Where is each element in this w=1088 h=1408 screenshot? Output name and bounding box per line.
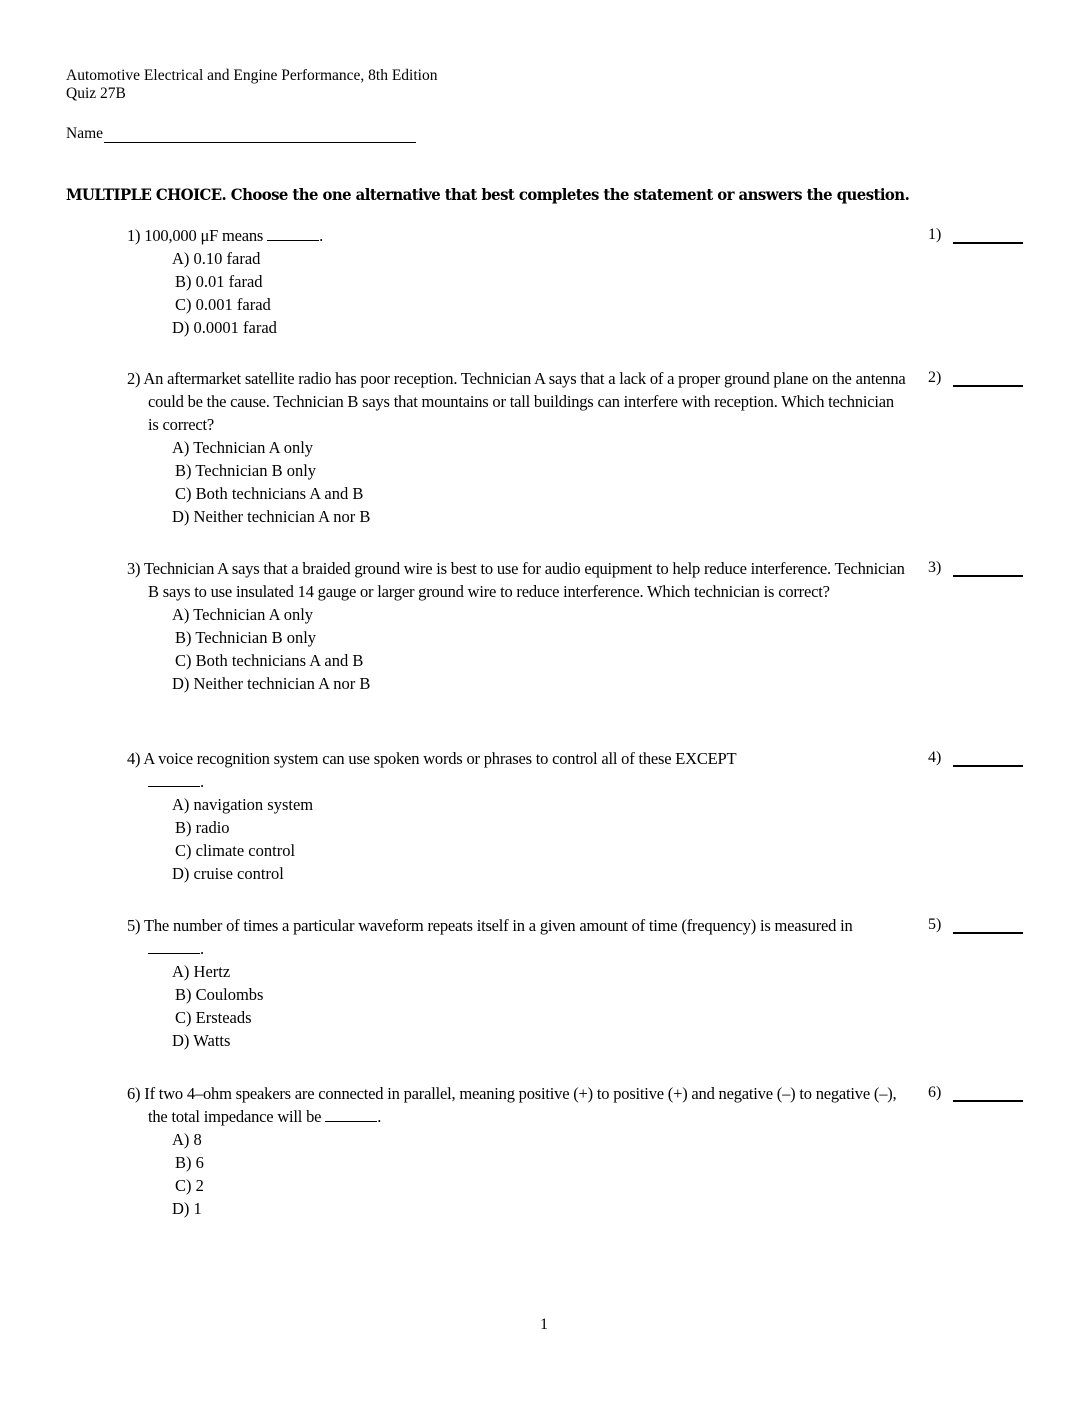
- options-list: [172, 793, 907, 885]
- answer-label: 5): [928, 916, 942, 933]
- answer-blank[interactable]: [953, 561, 1023, 577]
- question-stem: [127, 914, 907, 960]
- question-stem: [127, 747, 907, 793]
- options-list: [172, 436, 907, 528]
- answer-label: 2): [928, 369, 942, 386]
- option-b[interactable]: B) 0.01 farad: [175, 272, 263, 291]
- name-field-row: [66, 125, 416, 143]
- answer-blank[interactable]: [953, 751, 1023, 767]
- option-c[interactable]: C) climate control: [175, 841, 296, 860]
- option-a[interactable]: A) navigation system: [172, 795, 314, 814]
- option-d[interactable]: D) Neither technician A nor B: [172, 674, 371, 693]
- answer-blank[interactable]: [953, 1086, 1023, 1102]
- options-list: [172, 247, 907, 339]
- options-list: [172, 603, 907, 695]
- option-a[interactable]: A) Hertz: [172, 962, 231, 981]
- answer-blank[interactable]: [953, 228, 1023, 244]
- option-b[interactable]: B) Coulombs: [175, 985, 264, 1004]
- option-b[interactable]: B) 6: [175, 1153, 204, 1172]
- options-list: [172, 960, 907, 1052]
- section-instructions: MULTIPLE CHOICE. Choose the one alternative that best completes the statement or answers the question.: [66, 185, 910, 204]
- answer-1: [928, 226, 1023, 244]
- option-a[interactable]: A) Technician A only: [172, 438, 314, 457]
- question-5: [127, 914, 907, 1052]
- question-1: [127, 224, 907, 339]
- stem-end: .: [200, 772, 204, 791]
- question-stem: [127, 557, 907, 603]
- answer-label: 4): [928, 749, 942, 766]
- answer-4: [928, 749, 1023, 767]
- question-number: 5): [127, 916, 141, 935]
- question-text: An aftermarket satellite radio has poor reception. Technician A says that a lack of a proper ground plane on the antenna could be the cause. Technician B says that mountains or tall buildings can interfere with reception. Which technician is correct?: [143, 369, 906, 434]
- question-stem: [127, 367, 907, 436]
- answer-5: [928, 916, 1023, 934]
- fill-in-blank: [267, 226, 319, 241]
- answer-label: 1): [928, 226, 942, 243]
- stem-end: .: [377, 1107, 382, 1126]
- question-text: A voice recognition system can use spoken words or phrases to control all of these EXCEPT: [143, 749, 737, 768]
- option-c[interactable]: C) 2: [175, 1176, 204, 1195]
- option-d[interactable]: D) cruise control: [172, 864, 284, 883]
- page-number: 1: [540, 1316, 548, 1333]
- option-c[interactable]: C) Ersteads: [175, 1008, 252, 1027]
- question-number: 1): [127, 226, 141, 245]
- answer-3: [928, 559, 1023, 577]
- option-c[interactable]: C) Both technicians A and B: [175, 651, 364, 670]
- question-stem: [127, 1082, 907, 1128]
- option-d[interactable]: D) 0.0001 farad: [172, 318, 277, 337]
- answer-6: [928, 1084, 1023, 1102]
- option-a[interactable]: A) 0.10 farad: [172, 249, 261, 268]
- fill-in-blank: [148, 939, 200, 954]
- option-c[interactable]: C) 0.001 farad: [175, 295, 271, 314]
- answer-blank[interactable]: [953, 918, 1023, 934]
- answer-blank[interactable]: [953, 371, 1023, 387]
- options-list: [172, 1128, 907, 1220]
- stem-end: .: [319, 226, 324, 245]
- answer-2: [928, 369, 1023, 387]
- question-3: [127, 557, 907, 695]
- question-number: 2): [127, 369, 141, 388]
- stem-end: .: [200, 939, 204, 958]
- fill-in-blank: [148, 772, 200, 787]
- option-b[interactable]: B) Technician B only: [175, 628, 317, 647]
- question-number: 6): [127, 1084, 141, 1103]
- question-stem: [127, 224, 907, 247]
- question-4: [127, 747, 907, 885]
- question-text: Technician A says that a braided ground wire is best to use for audio equipment to help reduce interference. Technician B says to use insulated 14 gauge or larger ground wire to reduce interference. Which technician is correct?: [144, 559, 905, 601]
- option-d[interactable]: D) Watts: [172, 1031, 231, 1050]
- question-text: 100,000 μF means: [144, 226, 268, 245]
- option-a[interactable]: A) Technician A only: [172, 605, 314, 624]
- question-6: [127, 1082, 907, 1220]
- answer-label: 6): [928, 1084, 942, 1101]
- option-a[interactable]: A) 8: [172, 1130, 202, 1149]
- quiz-label: Quiz 27B: [66, 85, 126, 102]
- fill-in-blank: [325, 1107, 377, 1122]
- question-text: The number of times a particular waveform repeats itself in a given amount of time (frequency) is measured in: [144, 916, 853, 935]
- option-b[interactable]: B) radio: [175, 818, 230, 837]
- document-title: Automotive Electrical and Engine Performance, 8th Edition: [66, 67, 438, 84]
- question-2: [127, 367, 907, 528]
- option-d[interactable]: D) Neither technician A nor B: [172, 507, 371, 526]
- option-d[interactable]: D) 1: [172, 1199, 202, 1218]
- option-b[interactable]: B) Technician B only: [175, 461, 317, 480]
- question-number: 4): [127, 749, 141, 768]
- question-text: If two 4–ohm speakers are connected in parallel, meaning positive (+) to positive (+) and negative (–) to negative (–), the total impedance will be: [144, 1084, 897, 1126]
- option-c[interactable]: C) Both technicians A and B: [175, 484, 364, 503]
- answer-label: 3): [928, 559, 942, 576]
- name-blank-line[interactable]: [104, 126, 416, 143]
- name-label: Name: [66, 125, 104, 142]
- question-number: 3): [127, 559, 141, 578]
